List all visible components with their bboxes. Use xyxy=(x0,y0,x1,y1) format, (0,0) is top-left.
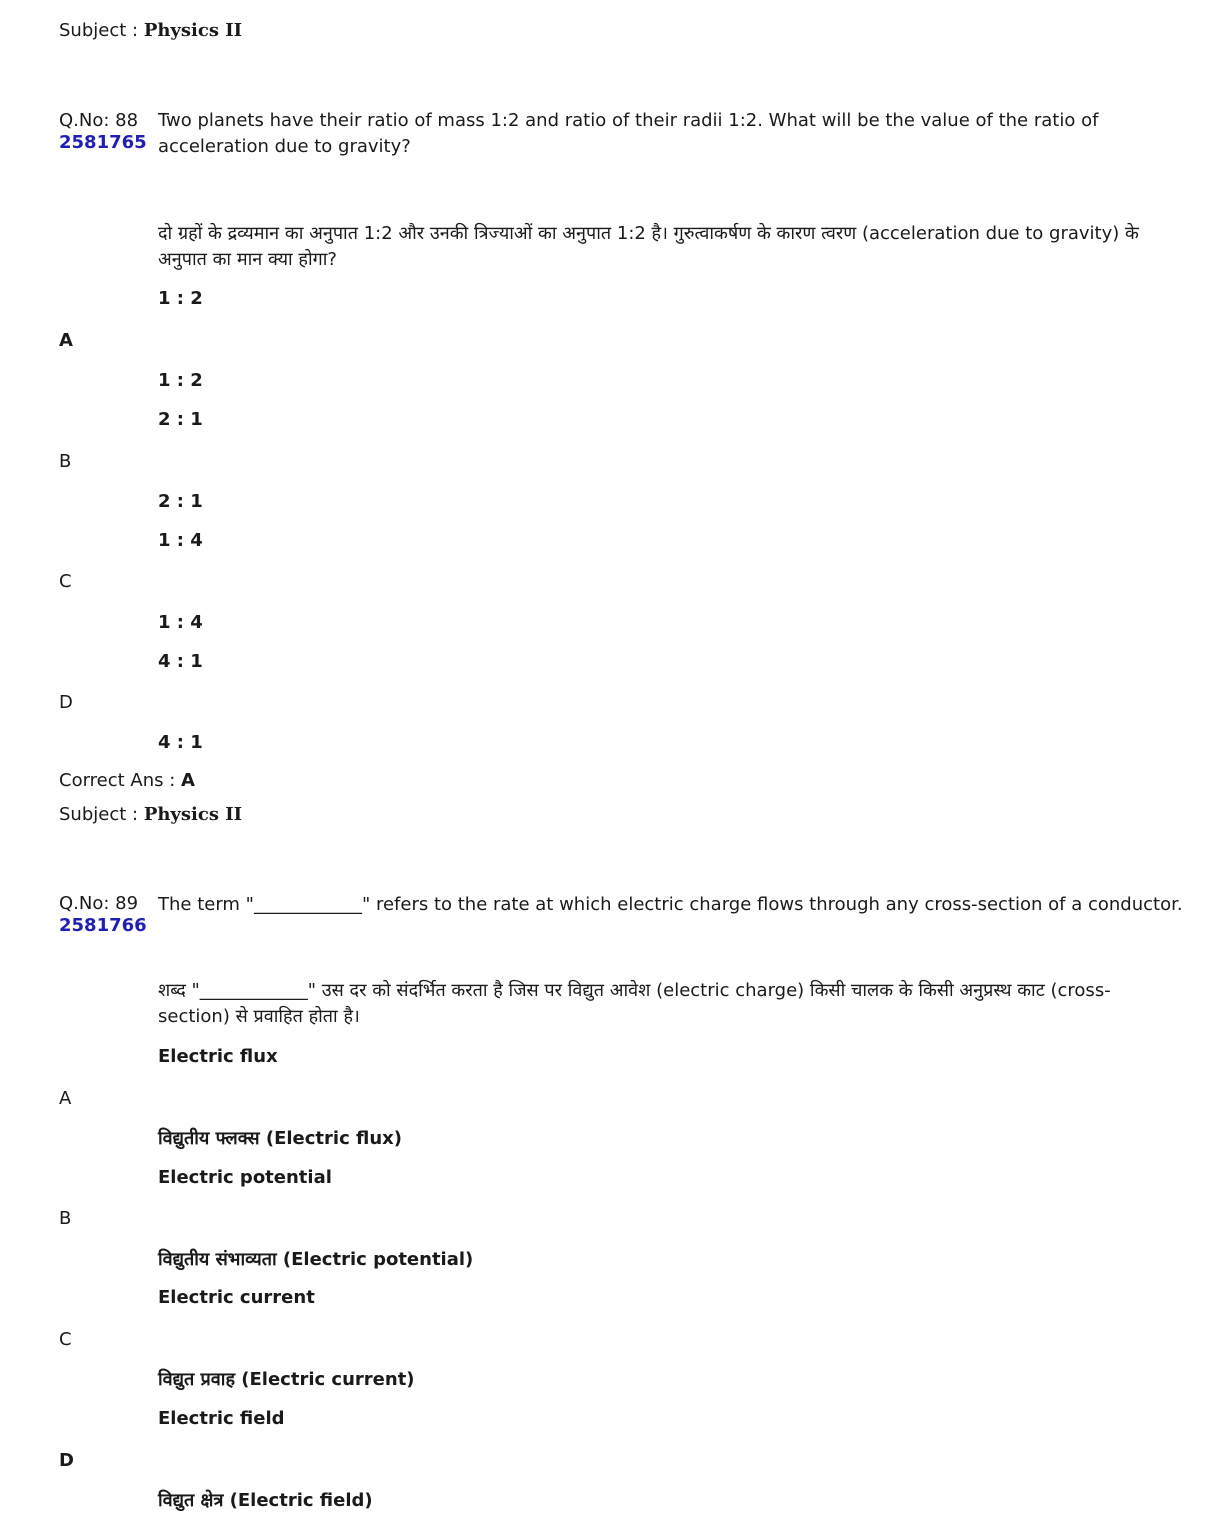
question-id: 2581765 xyxy=(59,132,147,153)
option-d-hi: 4 : 1 xyxy=(158,732,203,753)
option-b-hi: 2 : 1 xyxy=(158,491,203,512)
question-text-en: Two planets have their ratio of mass 1:2 and ratio of their radii 1:2. What will be the value of the ratio of acceleration due to gravity? xyxy=(158,110,1099,157)
subject-label: Subject : xyxy=(59,804,139,825)
option-a-hi: विद्युतीय फ्लक्स (Electric flux) xyxy=(158,1128,402,1149)
option-c-en: 1 : 4 xyxy=(158,530,203,551)
subject-label: Subject : xyxy=(59,20,139,41)
correct-answer-value: A xyxy=(181,770,195,791)
option-b-letter: B xyxy=(59,1208,72,1229)
question-id: 2581766 xyxy=(59,915,147,936)
option-d-letter: D xyxy=(59,1450,74,1471)
option-d-letter: D xyxy=(59,692,73,713)
option-a-letter: A xyxy=(59,330,73,351)
correct-answer-label: Correct Ans : xyxy=(59,770,176,791)
question-number: Q.No: 88 xyxy=(59,110,139,131)
option-b-en: 2 : 1 xyxy=(158,409,203,430)
option-b-letter: B xyxy=(59,451,72,472)
option-a-en: Electric flux xyxy=(158,1046,278,1067)
option-a-hi: 1 : 2 xyxy=(158,370,203,391)
question-text-hi: शब्द "____________" उस दर को संदर्भित करता है जिस पर विद्युत आवेश (electric charge) किसी चालक के किसी अनुप्रस्थ काट (cross-section) से प्रवाहित होता है। xyxy=(158,980,1111,1027)
option-c-hi: विद्युत प्रवाह (Electric current) xyxy=(158,1369,415,1390)
correct-answer xyxy=(59,770,195,791)
subject-line xyxy=(59,20,242,41)
option-c-letter: C xyxy=(59,571,72,592)
option-c-hi: 1 : 4 xyxy=(158,612,203,633)
option-d-en: 4 : 1 xyxy=(158,651,203,672)
question-text-en: The term "____________" refers to the rate at which electric charge flows through any cross-section of a conductor. xyxy=(158,894,1183,915)
option-c-en: Electric current xyxy=(158,1287,315,1308)
option-b-en: Electric potential xyxy=(158,1167,332,1188)
question-number: Q.No: 89 xyxy=(59,893,139,914)
option-d-en: Electric field xyxy=(158,1408,285,1429)
subject-line xyxy=(59,804,242,825)
subject-name: Physics II xyxy=(143,20,243,41)
option-a-en: 1 : 2 xyxy=(158,288,203,309)
question-text-hi: दो ग्रहों के द्रव्यमान का अनुपात 1:2 और उनकी त्रिज्याओं का अनुपात 1:2 है। गुरुत्वाकर्षण के कारण त्वरण (acceleration due to gravity) के अनुपात का मान क्या होगा? xyxy=(158,223,1139,270)
option-d-hi: विद्युत क्षेत्र (Electric field) xyxy=(158,1490,373,1511)
subject-name: Physics II xyxy=(143,804,243,825)
option-a-letter: A xyxy=(59,1088,72,1109)
option-c-letter: C xyxy=(59,1329,72,1350)
option-b-hi: विद्युतीय संभाव्यता (Electric potential) xyxy=(158,1249,474,1270)
